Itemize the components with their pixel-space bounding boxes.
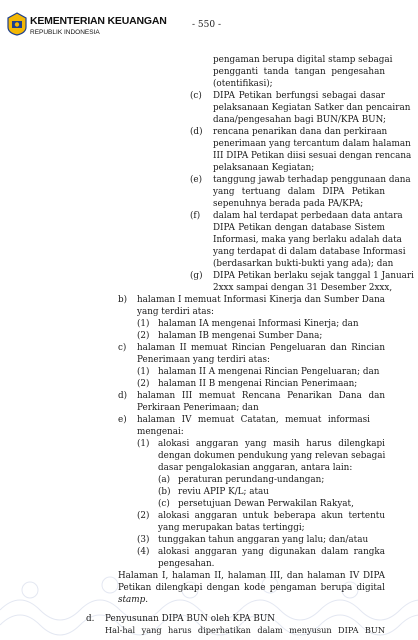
- item-label: (2): [137, 511, 150, 521]
- item-label: (4): [137, 547, 150, 557]
- body-line: halaman IA mengenai Informasi Kinerja; dan: [158, 319, 359, 329]
- body-line: yang tertuang dalam DIPA Petikan: [213, 187, 385, 197]
- body-line: dalam hal terdapat perbedaan data antara: [213, 211, 403, 221]
- body-line: dana/pengesahan bagi BUN/KPA BUN;: [213, 115, 386, 125]
- body-line: halaman IV memuat Catatan, memuat informasi: [137, 415, 370, 425]
- body-line: DIPA Petikan berfungsi sebagai dasar: [213, 91, 385, 101]
- item-label: (1): [137, 319, 150, 329]
- item-label: (f): [190, 211, 201, 221]
- body-line: reviu APIP K/L; atau: [178, 487, 269, 497]
- body-line: rencana penarikan dana dan perkiraan: [213, 127, 388, 137]
- item-label: e): [118, 415, 127, 425]
- body-line: Petikan dilengkapi dengan kode pengaman berupa digital: [118, 583, 385, 593]
- body-line: dengan dokumen pendukung yang relevan sebagai: [158, 451, 386, 461]
- body-line: pengganti tanda tangan pengesahan: [213, 67, 385, 77]
- body-line: yang terdapat di dalam database Informasi: [213, 247, 406, 257]
- item-label: (3): [137, 535, 150, 545]
- item-label: c): [118, 343, 127, 353]
- body-line: yang merupakan batas tertinggi;: [158, 523, 305, 533]
- body-line: alokasi anggaran untuk beberapa akun tertentu: [158, 511, 385, 521]
- body-line: Halaman I, halaman II, halaman III, dan halaman IV DIPA: [118, 571, 385, 581]
- body-line: stamp.: [118, 595, 149, 605]
- item-label: (c): [190, 91, 202, 101]
- body-line: persetujuan Dewan Perwakilan Rakyat,: [178, 499, 354, 509]
- body-line: penerimaan yang tercantum dalam halaman: [213, 139, 411, 149]
- body-line: (otentifikasi);: [213, 79, 273, 89]
- item-label: b): [118, 295, 128, 305]
- body-line: pengaman berupa digital stamp sebagai: [213, 55, 393, 65]
- country-name: REPUBLIK INDONESIA: [30, 29, 100, 36]
- body-line: DIPA Petikan dengan database Sistem: [213, 223, 385, 233]
- item-label: d): [118, 391, 128, 401]
- body-line: halaman I memuat Informasi Kinerja dan Sumber Dana: [137, 295, 385, 305]
- body-line: halaman III memuat Rencana Penarikan Dana dan: [137, 391, 385, 401]
- item-label: (e): [190, 175, 203, 185]
- body-line: Hal-hal yang harus diperhatikan dalam menyusun DIPA BUN: [105, 625, 385, 635]
- body-line: halaman II B mengenai Rincian Penerimaan;: [158, 379, 358, 389]
- body-line: mengenai:: [137, 427, 184, 437]
- body-line: alokasi anggaran yang masih harus dilengkapi: [158, 439, 385, 449]
- item-label: (b): [158, 487, 171, 497]
- body-line: tunggakan tahun anggaran yang lalu; dan/atau: [158, 535, 369, 545]
- item-label: (c): [158, 499, 170, 509]
- body-line: yang terdiri atas:: [137, 307, 215, 317]
- body-line: dasar pengalokasian anggaran, antara lain:: [158, 463, 353, 473]
- body-line: DIPA Petikan berlaku sejak tanggal 1 Januari: [213, 271, 414, 281]
- section-label: d.: [86, 614, 95, 624]
- body-line: pelaksanaan Kegiatan;: [213, 163, 315, 173]
- body-line: Penerimaan yang terdiri atas:: [137, 355, 270, 365]
- body-line: alokasi anggaran yang digunakan dalam rangka: [158, 547, 385, 557]
- body-line: halaman IB mengenai Sumber Dana;: [158, 331, 323, 341]
- body-line: halaman II A mengenai Rincian Pengeluaran; dan: [158, 367, 380, 377]
- body-line: Perkiraan Penerimaan; dan: [137, 403, 259, 413]
- body-line: sepenuhnya berada pada PA/KPA;: [213, 199, 364, 209]
- item-label: (g): [190, 271, 203, 281]
- body-line: peraturan perundang-undangan;: [178, 475, 325, 485]
- body-line: tanggung jawab terhadap penggunaan dana: [213, 175, 411, 185]
- body-line: halaman II memuat Rincian Pengeluaran dan Rincian: [137, 343, 385, 353]
- item-label: (d): [190, 127, 203, 137]
- body-line: Informasi, maka yang berlaku adalah data: [213, 235, 402, 245]
- body-line: III DIPA Petikan diisi sesuai dengan rencana: [213, 151, 412, 161]
- body-line: (berdasarkan bukti-bukti yang ada); dan: [213, 259, 394, 269]
- item-label: (2): [137, 331, 150, 341]
- body-line: 2xxx sampai dengan 31 Desember 2xxx,: [213, 283, 393, 293]
- item-label: (2): [137, 379, 150, 389]
- body-line: pengesahan.: [158, 559, 215, 569]
- body-line: Penyusunan DIPA BUN oleh KPA BUN: [105, 614, 275, 624]
- page-number: - 550 -: [192, 20, 221, 30]
- item-label: (1): [137, 367, 150, 377]
- ministry-name: KEMENTERIAN KEUANGAN: [30, 15, 167, 27]
- item-label: (1): [137, 439, 150, 449]
- body-line: pelaksanaan Kegiatan Satker dan pencairan: [213, 103, 411, 113]
- item-label: (a): [158, 475, 171, 485]
